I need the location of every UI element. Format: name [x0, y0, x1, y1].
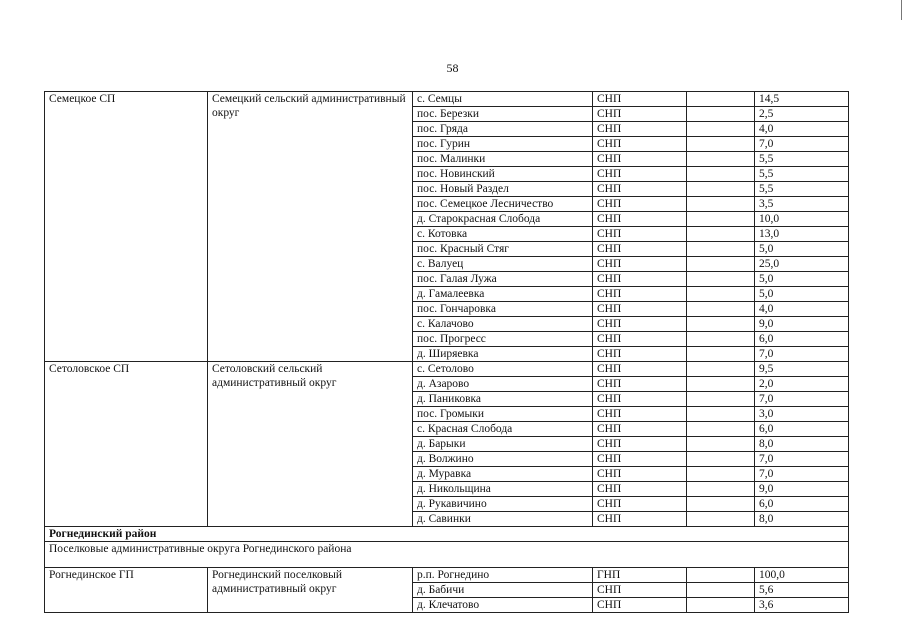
locality-type: СНП — [593, 242, 687, 257]
locality-value: 2,0 — [755, 377, 849, 392]
locality-type: СНП — [593, 167, 687, 182]
extra-cell — [687, 583, 755, 598]
extra-cell — [687, 272, 755, 287]
extra-cell — [687, 167, 755, 182]
locality-name: д. Ширяевка — [413, 347, 593, 362]
table-row — [45, 92, 849, 107]
locality-type: СНП — [593, 422, 687, 437]
extra-cell — [687, 302, 755, 317]
extra-cell — [687, 467, 755, 482]
locality-value: 8,0 — [755, 512, 849, 527]
locality-type: СНП — [593, 317, 687, 332]
locality-value: 5,6 — [755, 583, 849, 598]
extra-cell — [687, 377, 755, 392]
extra-cell — [687, 392, 755, 407]
locality-name: д. Бабичи — [413, 583, 593, 598]
locality-value: 3,6 — [755, 598, 849, 613]
locality-name: пос. Красный Стяг — [413, 242, 593, 257]
locality-value: 25,0 — [755, 257, 849, 272]
locality-type: СНП — [593, 137, 687, 152]
locality-name: пос. Гончаровка — [413, 302, 593, 317]
table-row — [45, 568, 849, 583]
locality-type: СНП — [593, 407, 687, 422]
extra-cell — [687, 212, 755, 227]
locality-name: р.п. Рогнедино — [413, 568, 593, 583]
locality-value: 4,0 — [755, 122, 849, 137]
locality-name: пос. Громыки — [413, 407, 593, 422]
locality-name: д. Барыки — [413, 437, 593, 452]
locality-value: 10,0 — [755, 212, 849, 227]
locality-type: СНП — [593, 212, 687, 227]
locality-name: с. Красная Слобода — [413, 422, 593, 437]
settlement-name: Рогнединское ГП — [45, 568, 208, 613]
locality-name: с. Сетолово — [413, 362, 593, 377]
locality-value: 6,0 — [755, 332, 849, 347]
locality-value: 7,0 — [755, 467, 849, 482]
locality-name: д. Гамалеевка — [413, 287, 593, 302]
locality-name: д. Азарово — [413, 377, 593, 392]
locality-type: СНП — [593, 362, 687, 377]
locality-value: 5,0 — [755, 272, 849, 287]
locality-value: 8,0 — [755, 437, 849, 452]
locality-value: 14,5 — [755, 92, 849, 107]
locality-name: пос. Новинский — [413, 167, 593, 182]
extra-cell — [687, 568, 755, 583]
locality-value: 5,0 — [755, 242, 849, 257]
settlement-name: Сетоловское СП — [45, 362, 208, 527]
locality-name: пос. Гряда — [413, 122, 593, 137]
locality-type: СНП — [593, 452, 687, 467]
extra-cell — [687, 407, 755, 422]
locality-type: СНП — [593, 107, 687, 122]
locality-name: пос. Гурин — [413, 137, 593, 152]
settlement-name: Семецкое СП — [45, 92, 208, 362]
extra-cell — [687, 598, 755, 613]
locality-name: д. Муравка — [413, 467, 593, 482]
locality-value: 9,0 — [755, 317, 849, 332]
extra-cell — [687, 242, 755, 257]
locality-value: 2,5 — [755, 107, 849, 122]
extra-cell — [687, 422, 755, 437]
locality-value: 5,0 — [755, 287, 849, 302]
locality-value: 7,0 — [755, 347, 849, 362]
locality-type: СНП — [593, 287, 687, 302]
locality-type: СНП — [593, 377, 687, 392]
extra-cell — [687, 92, 755, 107]
locality-name: пос. Новый Раздел — [413, 182, 593, 197]
locality-name: пос. Галая Лужа — [413, 272, 593, 287]
locality-value: 100,0 — [755, 568, 849, 583]
extra-cell — [687, 512, 755, 527]
region-subtitle: Поселковые административные округа Рогнединского района — [45, 542, 849, 568]
extra-cell — [687, 482, 755, 497]
locality-name: д. Никольщина — [413, 482, 593, 497]
extra-cell — [687, 137, 755, 152]
locality-value: 5,5 — [755, 152, 849, 167]
locality-name: пос. Семецкое Лесничество — [413, 197, 593, 212]
locality-type: ГНП — [593, 568, 687, 583]
locality-name: с. Котовка — [413, 227, 593, 242]
locality-type: СНП — [593, 332, 687, 347]
extra-cell — [687, 122, 755, 137]
locality-type: СНП — [593, 92, 687, 107]
locality-type: СНП — [593, 272, 687, 287]
locality-value: 9,5 — [755, 362, 849, 377]
locality-value: 7,0 — [755, 392, 849, 407]
district-name: Рогнединский поселковый административный округ — [208, 568, 413, 613]
locality-name: д. Старокрасная Слобода — [413, 212, 593, 227]
locality-value: 7,0 — [755, 452, 849, 467]
locality-name: д. Рукавичино — [413, 497, 593, 512]
extra-cell — [687, 287, 755, 302]
locality-value: 3,5 — [755, 197, 849, 212]
locality-type: СНП — [593, 197, 687, 212]
extra-cell — [687, 347, 755, 362]
locality-name: с. Валуец — [413, 257, 593, 272]
locality-name: д. Паниковка — [413, 392, 593, 407]
region-title-row — [45, 527, 849, 542]
locality-name: с. Калачово — [413, 317, 593, 332]
locality-name: д. Волжино — [413, 452, 593, 467]
page-number: 58 — [446, 61, 459, 75]
locality-type: СНП — [593, 152, 687, 167]
locality-type: СНП — [593, 182, 687, 197]
extra-cell — [687, 362, 755, 377]
locality-value: 5,5 — [755, 182, 849, 197]
extra-cell — [687, 257, 755, 272]
locality-type: СНП — [593, 257, 687, 272]
locality-type: СНП — [593, 482, 687, 497]
locality-value: 3,0 — [755, 407, 849, 422]
scan-edge-mark — [901, 0, 902, 20]
locality-type: СНП — [593, 598, 687, 613]
extra-cell — [687, 182, 755, 197]
locality-type: СНП — [593, 497, 687, 512]
locality-name: пос. Прогресс — [413, 332, 593, 347]
locality-type: СНП — [593, 302, 687, 317]
extra-cell — [687, 152, 755, 167]
district-name: Семецкий сельский административный округ — [208, 92, 413, 362]
locality-value: 9,0 — [755, 482, 849, 497]
locality-value: 4,0 — [755, 302, 849, 317]
locality-type: СНП — [593, 512, 687, 527]
locality-type: СНП — [593, 437, 687, 452]
settlements-table-body — [45, 92, 849, 613]
locality-value: 7,0 — [755, 137, 849, 152]
extra-cell — [687, 497, 755, 512]
extra-cell — [687, 452, 755, 467]
locality-name: д. Савинки — [413, 512, 593, 527]
table-row — [45, 362, 849, 377]
locality-value: 13,0 — [755, 227, 849, 242]
extra-cell — [687, 227, 755, 242]
settlements-table — [44, 91, 849, 613]
locality-type: СНП — [593, 122, 687, 137]
locality-name: с. Семцы — [413, 92, 593, 107]
district-name: Сетоловский сельский административный округ — [208, 362, 413, 527]
extra-cell — [687, 332, 755, 347]
extra-cell — [687, 317, 755, 332]
locality-name: пос. Березки — [413, 107, 593, 122]
locality-type: СНП — [593, 392, 687, 407]
region-subtitle-row — [45, 542, 849, 568]
locality-type: СНП — [593, 467, 687, 482]
locality-value: 5,5 — [755, 167, 849, 182]
extra-cell — [687, 107, 755, 122]
extra-cell — [687, 197, 755, 212]
locality-type: СНП — [593, 583, 687, 598]
locality-name: д. Клечатово — [413, 598, 593, 613]
region-title: Рогнединский район — [45, 527, 849, 542]
locality-type: СНП — [593, 347, 687, 362]
locality-name: пос. Малинки — [413, 152, 593, 167]
locality-value: 6,0 — [755, 497, 849, 512]
locality-type: СНП — [593, 227, 687, 242]
locality-value: 6,0 — [755, 422, 849, 437]
extra-cell — [687, 437, 755, 452]
